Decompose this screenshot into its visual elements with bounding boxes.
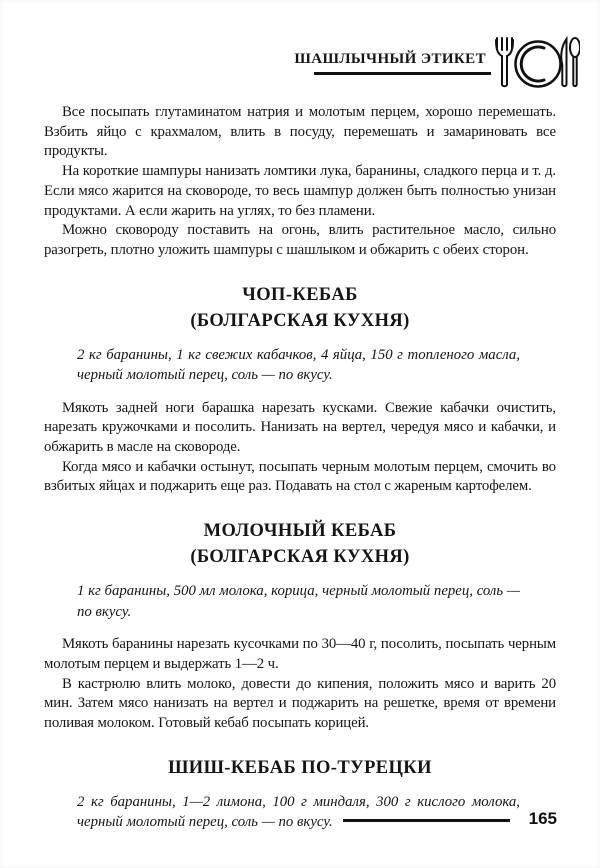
- intro-paragraph: Все посыпать глутаминатом натрия и молотым перцем, хорошо перемешать. Взбить яйцо с крахмалом, влить в посуду, перемешать и замариновать все продукты.: [44, 104, 556, 160]
- recipe-paragraph: Мякоть задней ноги барашка нарезать кусками. Свежие кабачки очистить, нарезать кружочками и посолить. Нанизать на вертел, чередуя мясо и кабачки, и обжарить в масле на сковороде.: [44, 399, 556, 456]
- recipe-title-line: МОЛОЧНЫЙ КЕБАБ: [203, 521, 397, 542]
- intro-paragraph: На короткие шампуры нанизать ломтики лука, баранины, сладкого перца и т. д. Если мясо жарится на сковороде, то весь шампур должен быть полностью унизан продуктами. А если жарить на углях, то без пламени.: [44, 163, 556, 219]
- recipe-ingredients: 2 кг баранины, 1—2 лимона, 100 г миндаля, 300 г кислого молока, черный молотый перец, соль — по вкусу.: [77, 793, 520, 831]
- running-head-label: ШАШЛЫЧНЫЙ ЭТИКЕТ: [294, 51, 486, 67]
- recipe-title-line: ЧОП-КЕБАБ: [242, 284, 358, 305]
- recipe-paragraph: Когда мясо и кабачки остынут, посыпать черным молотым перцем, смочить во взбитых яйцах и поджарить еще раз. Подавать на стол с жареным картофелем.: [44, 458, 556, 495]
- fork-icon: [497, 38, 512, 50]
- text-column: [44, 103, 556, 846]
- spoon-icon: [570, 38, 580, 57]
- page-number: 165: [528, 809, 557, 828]
- recipe-section-chop-kebab: [44, 282, 556, 498]
- recipe-paragraph: В кастрюлю влить молоко, довести до кипения, положить мясо и варить 20 мин. Затем мясо нанизать на вертел и поджарить на решетке, время от времени поливая молоком. Готовый кебаб посыпать корицей.: [44, 675, 556, 731]
- running-head-underline: [314, 72, 491, 75]
- fork-icon: [496, 40, 513, 86]
- running-head: [294, 36, 580, 90]
- recipe-title-line: (БОЛГАРСКАЯ КУХНЯ): [190, 547, 410, 568]
- recipe-title: [44, 755, 556, 781]
- knife-icon: [561, 39, 566, 86]
- recipe-ingredients: 2 кг баранины, 1 кг свежих кабачков, 4 яйца, 150 г топленого масла, черный молотый перец, соль — по вкусу.: [77, 346, 520, 384]
- fork-plate-knife-spoon-icon: [492, 36, 580, 90]
- recipe-paragraph: Мякоть баранины нарезать кусочками по 30—40 г, посолить, посыпать черным молотым перцем и выдержать 1—2 ч.: [44, 636, 556, 672]
- recipe-title-line: (БОЛГАРСКАЯ КУХНЯ): [190, 310, 410, 331]
- recipe-title: [44, 282, 556, 334]
- recipe-section-molochny-kebab: [44, 518, 556, 734]
- recipe-title: [44, 518, 556, 570]
- plate-garnish-icon: [521, 47, 544, 81]
- footer-rule: [343, 819, 510, 822]
- running-head-title: [294, 51, 486, 75]
- recipe-title-line: ШИШ-КЕБАБ ПО-ТУРЕЦКИ: [168, 757, 432, 778]
- intro-paragraph: Можно сковороду поставить на огонь, влить растительное масло, сильно разогреть, плотно уложить шампуры с шашлыком и обжарить с обеих сторон.: [44, 222, 556, 258]
- recipe-ingredients: 1 кг баранины, 500 мл молока, корица, черный молотый перец, соль — по вкусу.: [77, 583, 520, 620]
- spoon-icon: [573, 57, 576, 87]
